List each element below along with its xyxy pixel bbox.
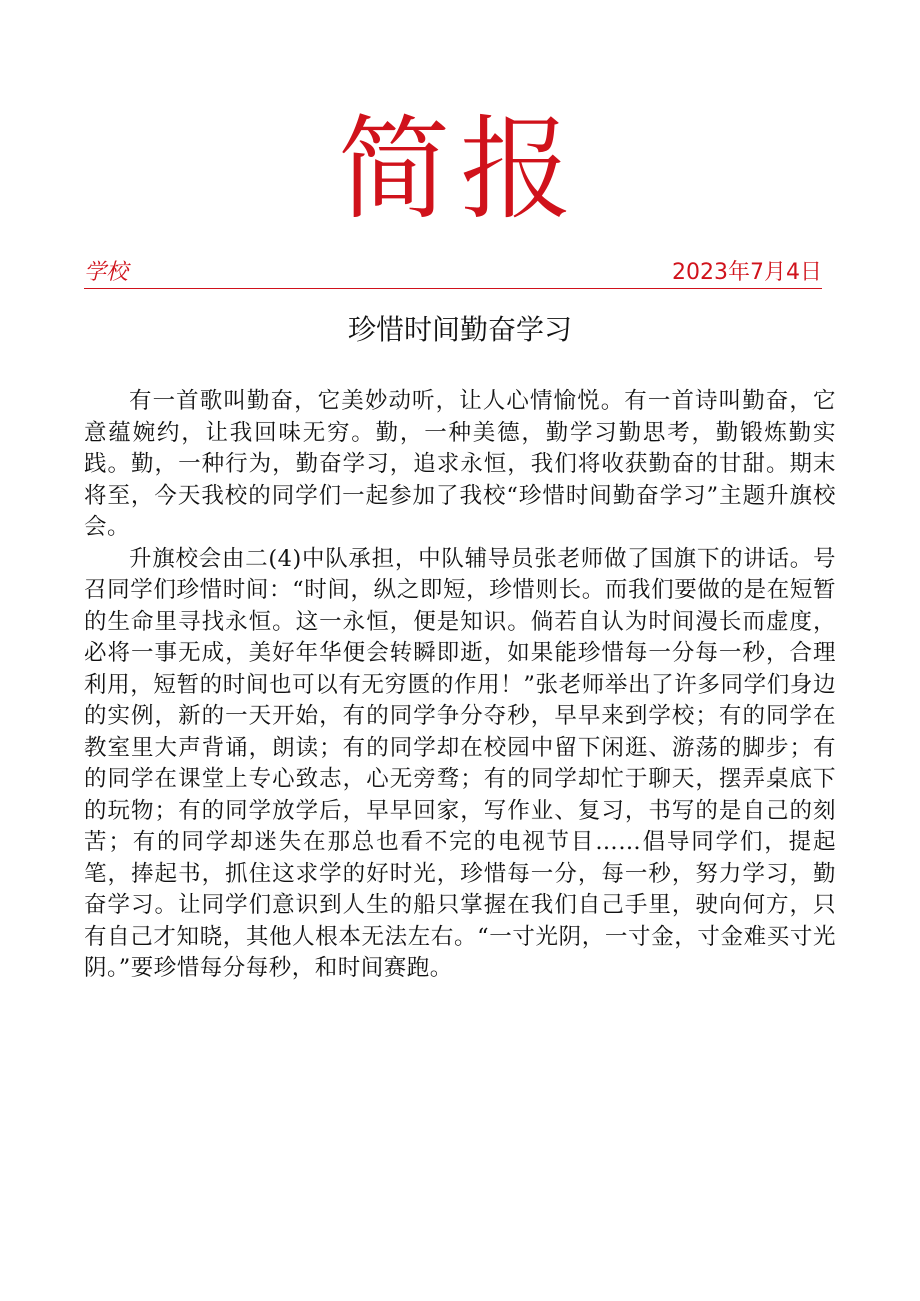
article-paragraph: 升旗校会由二(4)中队承担，中队辅导员张老师做了国旗下的讲话。号召同学们珍惜时间：“时间，纵之即短，珍惜则长。而我们要做的是在短暂的生命里寻找永恒。这一永恒，便是知识。倘若自认为时间漫长而虚度，必将一事无成，美好年华便会转瞬即逝，如果能珍惜每一分每一秒，合理利用，短暂的时间也可以有无穷匮的作用！”张老师举出了许多同学们身边的实例，新的一天开始，有的同学争分夺秒，早早来到学校；有的同学在教室里大声背诵，朗读；有的同学却在校园中留下闲逛、游荡的脚步；有的同学在课堂上专心致志，心无旁骛；有的同学却忙于聊天，摆弄桌底下的玩物；有的同学放学后，早早回家，写作业、复习，书写的是自己的刻苦；有的同学却迷失在那总也看不完的电视节目……倡导同学们，提起笔，捧起书，抓住这求学的好时光，珍惜每一分，每一秒，努力学习，勤奋学习。让同学们意识到人生的船只掌握在我们自己手里，驶向何方，只有自己才知晓，其他人根本无法左右。“一寸光阴，一寸金，寸金难买寸光阴。”要珍惜每分每秒，和时间赛跑。	[84, 545, 836, 981]
article-body	[84, 386, 836, 985]
masthead-rule	[84, 258, 822, 289]
article-paragraph: 有一首歌叫勤奋，它美妙动听，让人心情愉悦。有一首诗叫勤奋，它意蕴婉约，让我回味无穷。勤，一种美德，勤学习勤思考，勤锻炼勤实践。勤，一种行为，勤奋学习，追求永恒，我们将收获勤奋的甘甜。期末将至，今天我校的同学们一起参加了我校“珍惜时间勤奋学习”主题升旗校会。	[84, 388, 836, 540]
school-label: 学校	[84, 260, 129, 285]
issue-date: 2023年7月4日	[672, 260, 822, 285]
article-title: 珍惜时间勤奋学习	[347, 313, 572, 346]
newsletter-title: 简报	[338, 105, 582, 235]
